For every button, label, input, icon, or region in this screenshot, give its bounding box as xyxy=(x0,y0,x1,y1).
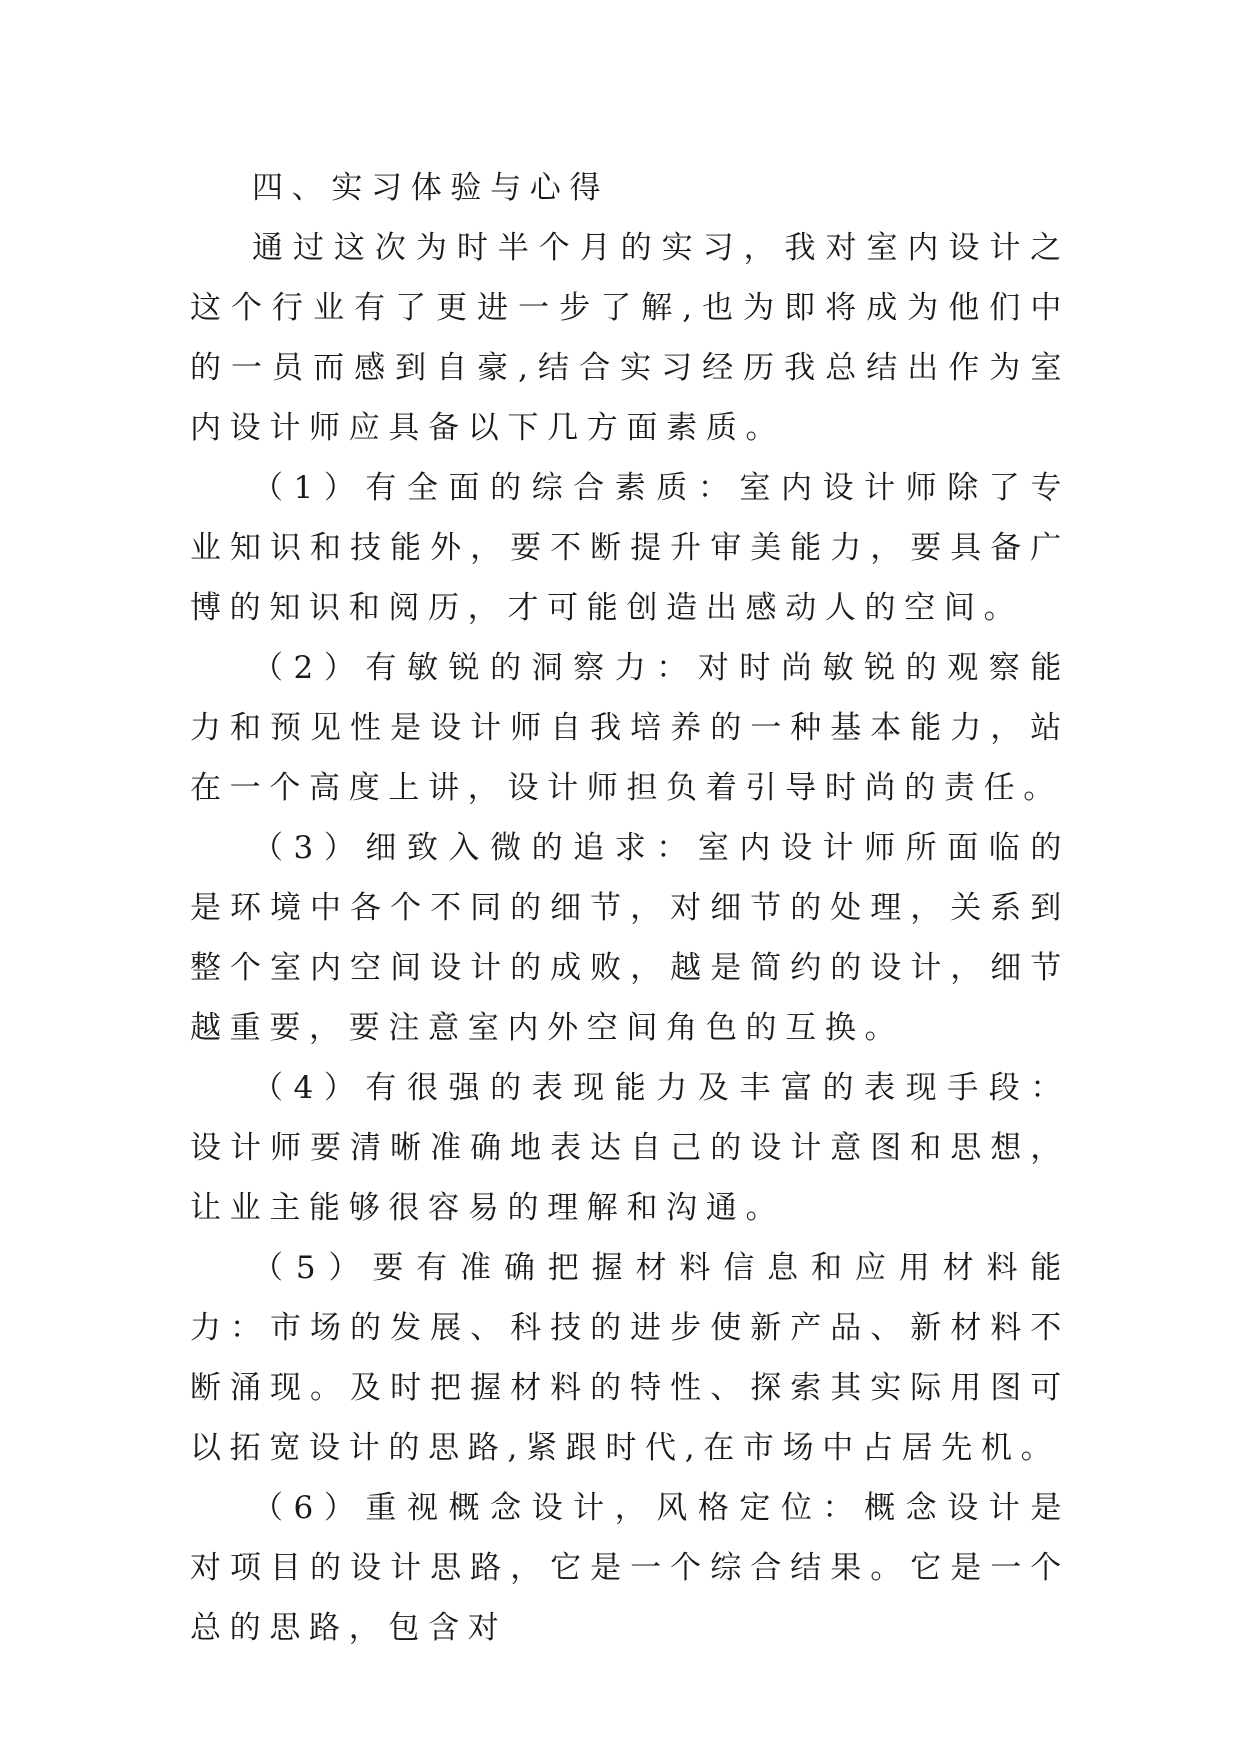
paragraph-item-2: （2）有敏锐的洞察力：对时尚敏锐的观察能力和预见性是设计师自我培养的一种基本能力，站在一个高度上讲，设计师担负着引导时尚的责任。 xyxy=(190,650,1070,806)
paragraph-item-5: （5）要有准确把握材料信息和应用材料能力：市场的发展、科技的进步使新产品、新材料不断涌现。及时把握材料的特性、探索其实际用图可以拓宽设计的思路,紧跟时代,在市场中占居先机。 xyxy=(190,1250,1070,1466)
paragraph-item-1: （1）有全面的综合素质：室内设计师除了专业知识和技能外，要不断提升审美能力，要具备广博的知识和阅历，才可能创造出感动人的空间。 xyxy=(190,470,1070,626)
section-heading: 四、实习体验与心得 xyxy=(252,170,610,206)
document-body xyxy=(190,158,1070,1658)
paragraph-intro: 通过这次为时半个月的实习，我对室内设计之这个行业有了更进一步了解,也为即将成为他们中的一员而感到自豪,结合实习经历我总结出作为室内设计师应具备以下几方面素质。 xyxy=(190,230,1070,446)
paragraph-item-4: （4）有很强的表现能力及丰富的表现手段：设计师要清晰准确地表达自己的设计意图和思想，让业主能够很容易的理解和沟通。 xyxy=(190,1070,1070,1226)
paragraph-item-3: （3）细致入微的追求：室内设计师所面临的是环境中各个不同的细节，对细节的处理，关系到整个室内空间设计的成败，越是简约的设计，细节越重要，要注意室内外空间角色的互换。 xyxy=(190,830,1070,1046)
paragraph-item-6: （6）重视概念设计，风格定位：概念设计是对项目的设计思路，它是一个综合结果。它是一个总的思路，包含对 xyxy=(190,1490,1070,1646)
